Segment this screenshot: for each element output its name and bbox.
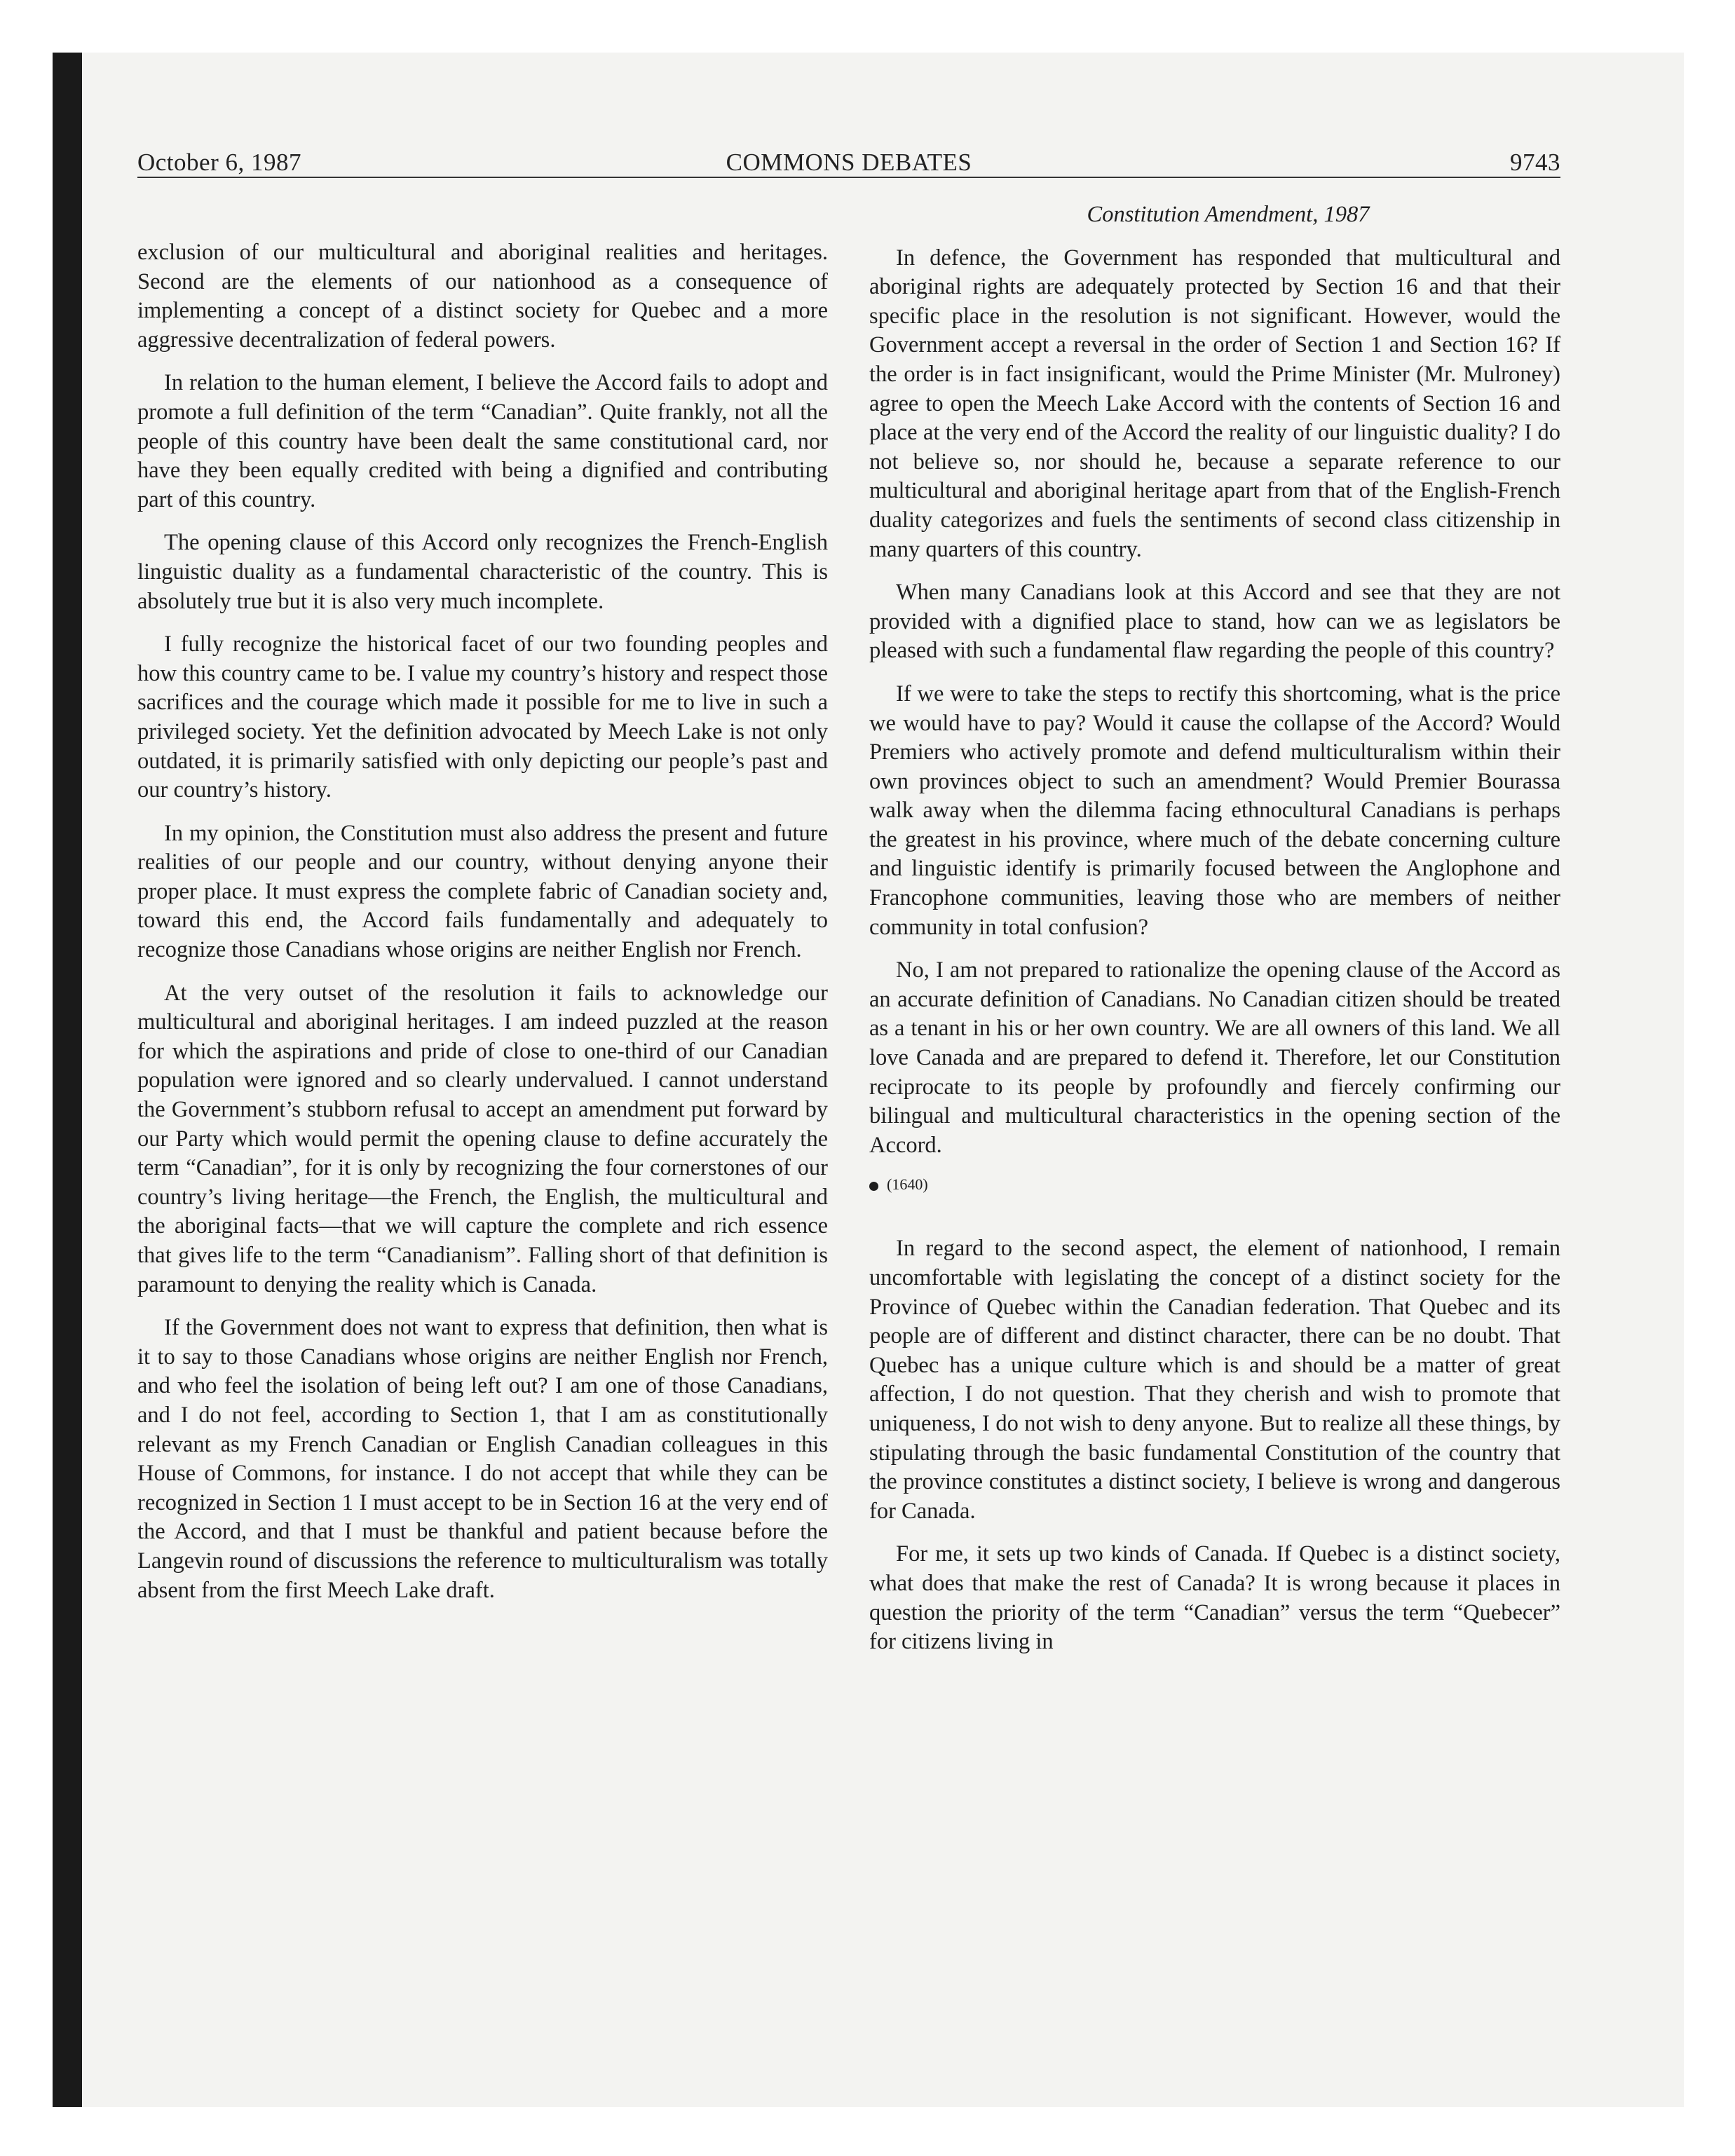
header-page-number: 9743 <box>1510 149 1560 176</box>
left-column <box>137 238 828 1619</box>
header-title: COMMONS DEBATES <box>726 149 972 176</box>
paragraph: When many Canadians look at this Accord and see that they are not provided with a dignified place to stand, how can we as legislators be pleased with such a fundamental flaw regarding the people of this country? <box>869 580 1560 664</box>
paragraph: At the very outset of the resolution it fails to acknowledge our multicultural and aboriginal heritages. I am indeed puzzled at the reason for which the aspirations and pride of close to one-third of our Canadian population were ignored and so clearly undervalued. I cannot understand the Government’s stubborn refusal to accept an amendment put forward by our Party which would permit the opening clause to define accurately the term “Canadian”, for it is only by recognizing the four cornerstones of our country’s living heritage—the French, the English, the multicultural and the aboriginal facts—that we will capture the complete and rich essence that gives life to the term “Canadianism”. Falling short of that definition is paramount to denying the reality which is Canada. <box>137 980 828 1297</box>
paragraph: I fully recognize the historical facet of our two founding peoples and how this country came to be. I value my country’s history and respect those sacrifices and the courage which made it possible for me to live in such a privileged society. Yet the definition advocated by Meech Lake is not only outdated, it is primarily satisfied with only depicting our people’s past and our country’s history. <box>137 632 828 803</box>
paragraph: exclusion of our multicultural and aboriginal realities and heritages. Second are the elements of our nationhood as a consequence of implementing a concept of a distinct society for Quebec and a more aggressive decentralization of federal powers. <box>137 240 828 353</box>
right-column <box>869 200 1560 1671</box>
bullet-icon <box>869 1182 878 1191</box>
paragraph: In regard to the second aspect, the element of nationhood, I remain uncomfortable with legislating the concept of a distinct society for the Province of Quebec within the Canadian federation. That Quebec and its people are of different and distinct character, there can be no doubt. That Quebec has a unique culture which is and should be a matter of great affection, I do not question. That they cherish and wish to promote that uniqueness, I do not wish to deny anyone. But to realize all these things, by stipulating through the basic fundamental Constitution of the country that the province constitutes a distinct society, I believe is wrong and dangerous for Canada. <box>869 1236 1560 1524</box>
section-title: Constitution Amendment, 1987 <box>1087 202 1370 227</box>
paragraph: In defence, the Government has responded that multicultural and aboriginal rights are adequately protected by Section 16 and that their specific place in the resolution is not significant. However, would the Government accept a reversal in the order of Section 1 and Section 16? If the order is in fact insignificant, would the Prime Minister (Mr. Mulroney) agree to open the Meech Lake Accord with the contents of Section 16 and place at the very end of the Accord the reality of our linguistic duality? I do not believe so, nor should he, because a separate reference to our multicultural and aboriginal heritage apart from that of the English-French duality categorizes and fuels the sentiments of second class citizenship in many quarters of this country. <box>869 245 1560 562</box>
paragraph: If the Government does not want to express that definition, then what is it to say to those Canadians whose origins are neither English nor French, and who feel the isolation of being left out? I am one of those Canadians, and I do not feel, according to Section 1, that I am as constitutionally relevant as my French Canadian or English Canadian colleagues in this House of Commons, for instance. I do not accept that while they can be recognized in Section 1 I must accept to be in Section 16 at the very end of the Accord, and that I must be thankful and patient because before the Langevin round of discussions the reference to multiculturalism was totally absent from the first Meech Lake draft. <box>137 1315 828 1603</box>
paragraph: In my opinion, the Constitution must also address the present and future realities of our people and our country, without denying anyone their proper place. It must express the complete fabric of Canadian society and, toward this end, the Accord fails fundamentally and adequately to recognize those Canadians whose origins are neither English nor French. <box>137 820 828 963</box>
running-header <box>137 140 1560 182</box>
header-rule <box>137 177 1560 178</box>
timestamp-text: (1640) <box>887 1175 928 1194</box>
paragraph: In relation to the human element, I believe the Accord fails to adopt and promote a full definition of the term “Canadian”. Quite frankly, not all the people of this country have been dealt the same constitutional card, nor have they been equally credited with being a dignified and contributing part of this country. <box>137 370 828 512</box>
scan-border <box>53 53 82 2107</box>
paragraph: If we were to take the steps to rectify this shortcoming, what is the price we would have to pay? Would it cause the collapse of the Accord? Would Premiers who actively promote and defend multiculturalism within their own provinces object to such an amendment? Would Premier Bourassa walk away when the dilemma facing ethnocultural Canadians is perhaps the greatest in his province, where much of the debate concerning culture and linguistic identify is primarily focused between the Anglophone and Francophone communities, leaving those who are members of neither community in total confusion? <box>869 681 1560 940</box>
paragraph: No, I am not prepared to rationalize the opening clause of the Accord as an accurate definition of Canadians. No Canadian citizen should be treated as a tenant in his or her own country. We are all owners of this land. We all love Canada and are prepared to defend it. Therefore, let our Constitution reciprocate to its people by profoundly and fiercely confirming our bilingual and multicultural characteristics in the opening section of the Accord. <box>869 957 1560 1158</box>
header-date: October 6, 1987 <box>137 149 301 176</box>
paragraph: For me, it sets up two kinds of Canada. If Quebec is a distinct society, what does that make the rest of Canada? It is wrong because it places in question the priority of the term “Canadian” versus the term “Quebecer” for citizens living in <box>869 1541 1560 1655</box>
timestamp-marker <box>869 1174 1560 1195</box>
paragraph: The opening clause of this Accord only recognizes the French-English linguistic duality as a fundamental characteristic of the country. This is absolutely true but it is also very much incomplete. <box>137 530 828 614</box>
